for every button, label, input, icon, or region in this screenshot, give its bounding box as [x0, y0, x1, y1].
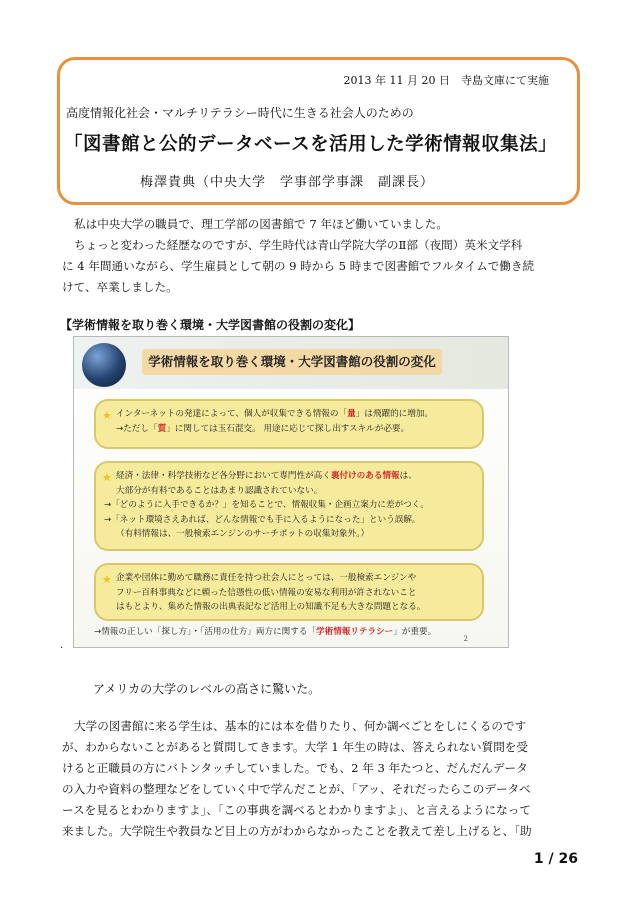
intro-line: に 4 年間通いながら、学生雇員として朝の 9 時から 5 時まで図書館でフルタイムで働き続: [62, 259, 535, 273]
slide-header: [74, 337, 508, 389]
slide-text: →「ネット環境さえあれば、どんな情報でも手に入るようになった」という誤解。: [104, 514, 421, 525]
star-icon: ★: [102, 409, 112, 422]
slide-text: （有料情報は、一般検索エンジンのサーチボットの収集対象外。）: [116, 529, 370, 539]
slide-text: 大部分が有料であることはあまり認識されていない。: [116, 485, 323, 496]
slide-image: [73, 336, 509, 648]
slide-box-3: [94, 563, 484, 621]
star-icon: ★: [102, 471, 112, 484]
body-line: けると正職員の方にバトンタッチしていました。でも、2 年 3 年たつと、だんだんデータ: [62, 761, 528, 775]
page-title: 「図書館と公的データベースを活用した学術情報収集法」: [64, 134, 558, 155]
slide-box-2: [94, 461, 484, 551]
intro-line: けて、卒業しました。: [62, 280, 178, 294]
date-line: 2013 年 11 月 20 日 寺島文庫にて実施: [343, 74, 549, 87]
stray-dot: .: [60, 640, 64, 651]
slide-text: →「どのように入手できるか？」を知ることで、情報収集・企画立案力に差がつく。: [104, 500, 429, 510]
slide-box-1: [94, 399, 484, 449]
slide-text: →ただし「質」に関しては玉石混交。 用途に応じて探し出すスキルが必要。: [116, 423, 410, 434]
slide-title: 学術情報を取り巻く環境・大学図書館の役割の変化: [142, 349, 442, 375]
star-icon: ★: [102, 573, 112, 586]
page-number: 1 / 26: [533, 851, 578, 867]
body-line: 大学の図書館に来る学生は、基本的には本を借りたり、何か調べごとをしにくるのです: [74, 719, 527, 733]
body-line: ースを見るとわかりますよ」、「この事典を調べるとわかりますよ」、と言えるようになって: [62, 803, 531, 817]
author-line: 梅澤貴典（中央大学 学事部学事課 副課長）: [140, 175, 435, 190]
body-line: の入力や資料の整理などをしていく中で学んだことが、「アッ、それだったらこのデータベ: [62, 782, 531, 796]
caption: アメリカの大学のレベルの高さに驚いた。: [93, 682, 321, 696]
slide-number: 2: [463, 635, 468, 643]
subtitle: 高度情報化社会・マルチリテラシー時代に生きる社会人のための: [66, 106, 414, 120]
slide-text: 経済・法律・科学技術など各分野において専門性が高く裏付けのある情報は、: [116, 471, 417, 481]
slide-text: フリー百科事典などに頼った信憑性の低い情報の安易な利用が許されないこと: [116, 587, 417, 598]
globe-icon: [82, 343, 126, 387]
intro-line: ちょっと変わった経歴なのですが、学生時代は青山学院大学のⅡ部（夜間）英米文学科: [74, 238, 523, 252]
slide-text: インターネットの発達によって、個人が収集できる情報の「量」は飛躍的に増加。: [116, 409, 434, 419]
intro-line: 私は中央大学の職員で、理工学部の図書館で 7 年ほど働いていました。: [74, 217, 448, 231]
body-line: が、わからないことがあると質問してきます。大学 1 年生の時は、答えられない質問を受: [62, 740, 528, 754]
section-heading: 【学術情報を取り巻く環境・大学図書館の役割の変化】: [60, 318, 361, 332]
slide-text: 企業や団体に勤めて職務に責任を持つ社会人にとっては、一般検索エンジンや: [116, 573, 417, 583]
slide-text: はもとより、集めた情報の出典表記など活用上の知識不足も大きな問題となる。: [116, 602, 426, 612]
intro-paragraph: [62, 214, 578, 298]
slide-bottom-line: →情報の正しい「探し方」・「活用の仕方」両方に関する「学術情報リテラシー」が重要。: [94, 627, 437, 637]
header-box: [57, 57, 580, 205]
body-line: 来ました。大学院生や教員など目上の方がわからなかったことを教えて差し上げると、「助: [62, 824, 532, 838]
body-paragraph: [62, 716, 578, 842]
